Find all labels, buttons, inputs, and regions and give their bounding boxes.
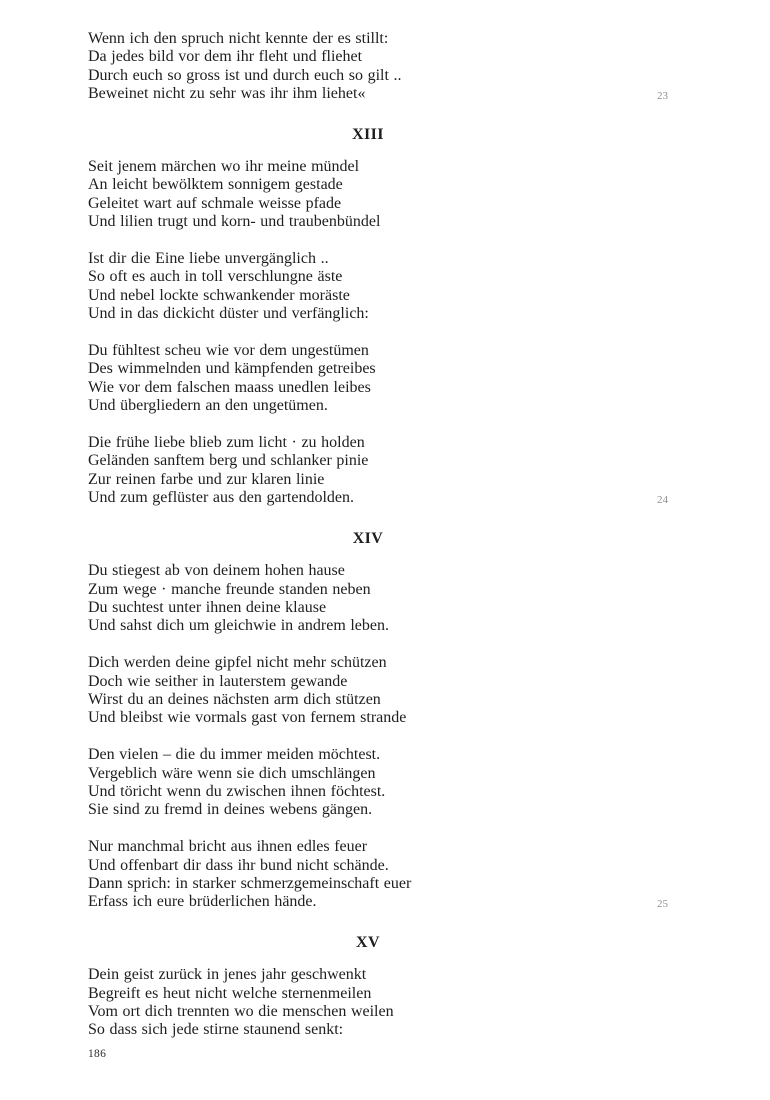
poem-line: Des wimmelnden und kämpfenden getreibes xyxy=(88,360,376,378)
poem-line: Den vielen – die du immer meiden möchtest. xyxy=(88,746,381,764)
poem-section-heading: XIV xyxy=(352,529,384,547)
poem-line: Zum wege · manche freunde standen neben xyxy=(88,580,371,598)
poem-line: So oft es auch in toll verschlungne äste xyxy=(88,268,343,286)
poem-line: Zur reinen farbe und zur klaren linie xyxy=(88,470,325,488)
poem-line: Erfass ich eure brüderlichen hände. xyxy=(88,893,317,911)
poem-line: Vergeblich wäre wenn sie dich umschlängen xyxy=(88,764,376,782)
poem-line: Wenn ich den spruch nicht kennte der es stillt: xyxy=(88,30,389,47)
poem-section-heading: XIII xyxy=(352,125,384,143)
poem-line: Geländen sanftem berg und schlanker pinie xyxy=(88,452,369,470)
margin-page-number: 23 xyxy=(657,89,668,102)
poem-line: Wirst du an deines nächsten arm dich stützen xyxy=(88,690,381,708)
poem-column xyxy=(88,30,668,1058)
poem-line: Seit jenem märchen wo ihr meine mündel xyxy=(88,158,360,176)
poem-line: Beweinet nicht zu sehr was ihr ihm liehet« xyxy=(88,85,366,103)
stanza xyxy=(88,746,648,820)
stanza xyxy=(88,966,648,1040)
stanza xyxy=(88,654,648,728)
poem-line: Ist dir die Eine liebe unvergänglich .. xyxy=(88,250,329,268)
stanza xyxy=(88,158,648,232)
poem-line: Die frühe liebe blieb zum licht · zu holden xyxy=(88,434,365,452)
poem-line: Und in das dickicht düster und verfänglich: xyxy=(88,305,369,323)
poem-line: Dann sprich: in starker schmerzgemeinschaft euer xyxy=(88,874,412,892)
stanza xyxy=(88,434,668,508)
poem-line: Durch euch so gross ist und durch euch so gilt .. xyxy=(88,66,402,84)
poem-line: Dein geist zurück in jenes jahr geschwenkt xyxy=(88,966,367,984)
margin-page-number: 25 xyxy=(657,897,668,910)
poem-line: An leicht bewölktem sonnigem gestade xyxy=(88,176,343,194)
poem-line: So dass sich jede stirne staunend senkt: xyxy=(88,1021,344,1039)
margin-page-number: 24 xyxy=(657,493,668,506)
poem-section-heading: XV xyxy=(356,933,380,951)
poem-line: Und sahst dich um gleichwie in andrem leben. xyxy=(88,617,390,635)
poem-line: Und nebel lockte schwankender moräste xyxy=(88,286,350,304)
stanza xyxy=(88,562,648,636)
stanza xyxy=(88,30,668,104)
poem-line: Und zum geflüster aus den gartendolden. xyxy=(88,489,355,507)
poem-line: Und übergliedern an den ungetümen. xyxy=(88,397,328,415)
poem-line: Du suchtest unter ihnen deine klause xyxy=(88,598,327,616)
stanza xyxy=(88,250,648,324)
poem-line: Und töricht wenn du zwischen ihnen föchtest. xyxy=(88,782,386,800)
poem-line: Du stiegest ab von deinem hohen hause xyxy=(88,562,345,580)
poem-line: Und offenbart dir dass ihr bund nicht schände. xyxy=(88,856,389,874)
poem-line: Und bleibst wie vormals gast von fernem strande xyxy=(88,709,407,727)
poem-line: Sie sind zu fremd in deines webens gängen. xyxy=(88,801,373,819)
poem-line: Dich werden deine gipfel nicht mehr schützen xyxy=(88,654,387,672)
poem-line: Doch wie seither in lauterstem gewande xyxy=(88,672,348,690)
poem-line: Begreift es heut nicht welche sternenmeilen xyxy=(88,984,372,1002)
poem-line: Wie vor dem falschen maass unedlen leibes xyxy=(88,378,371,396)
footer-page-number: 186 xyxy=(88,1048,107,1060)
poem-line: Du fühltest scheu wie vor dem ungestümen xyxy=(88,342,369,360)
poem-line: Da jedes bild vor dem ihr fleht und fliehet xyxy=(88,48,363,66)
poem-line: Geleitet wart auf schmale weisse pfade xyxy=(88,194,342,212)
stanza xyxy=(88,838,668,912)
poem-line: Nur manchmal bricht aus ihnen edles feuer xyxy=(88,838,368,856)
poem-line: Vom ort dich trennten wo die menschen weilen xyxy=(88,1003,394,1020)
stanza xyxy=(88,342,648,416)
poem-line: Und lilien trugt und korn- und traubenbündel xyxy=(88,213,381,231)
